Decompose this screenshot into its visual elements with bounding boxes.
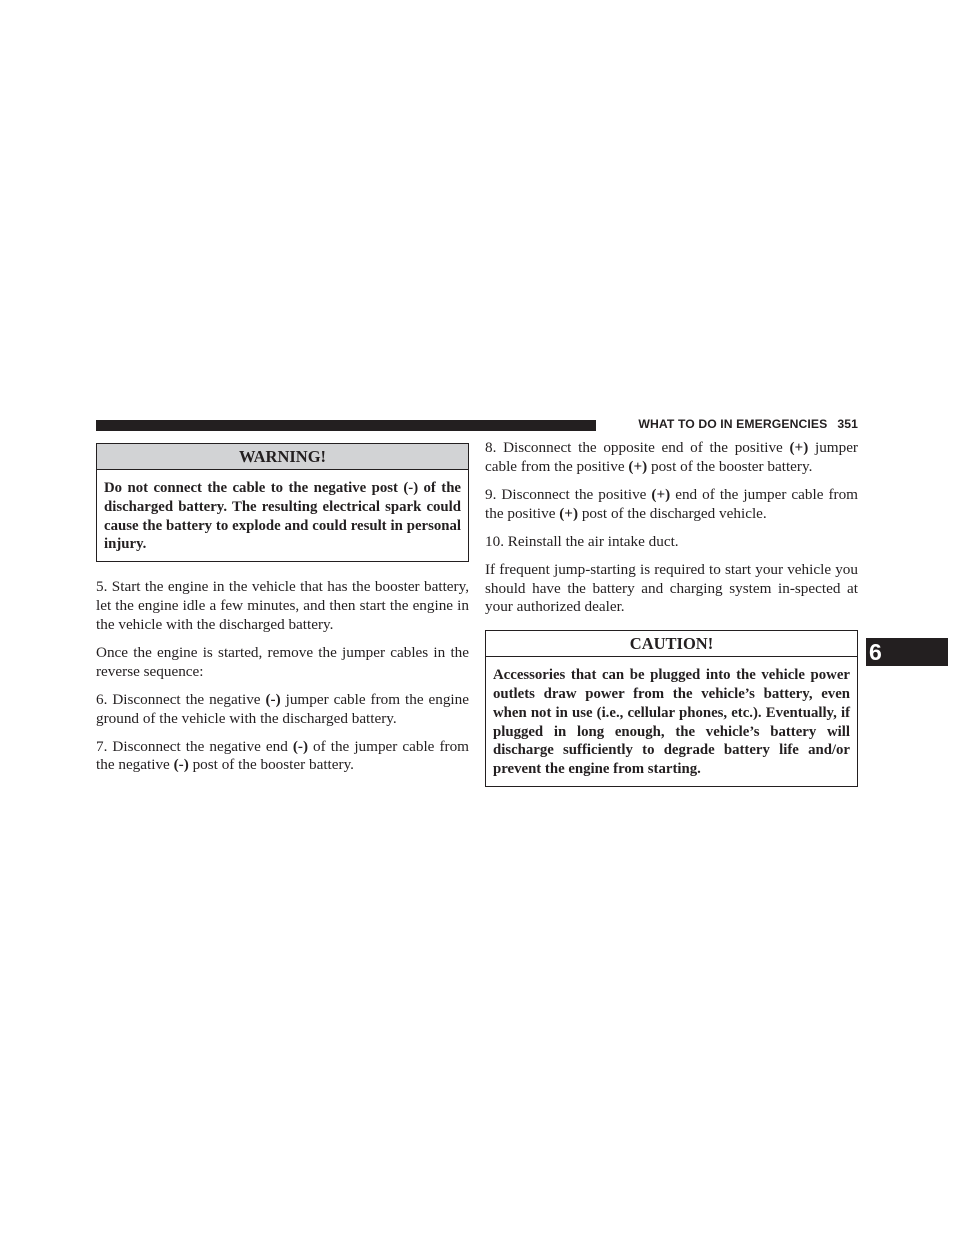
negative-symbol: (-) bbox=[265, 690, 281, 708]
step-8-text: jumper cable from the positive bbox=[485, 439, 858, 475]
step-7-text: of the jumper cable from the negative bbox=[96, 737, 469, 774]
step-8-text: post of the booster battery. bbox=[647, 457, 813, 475]
step-8 bbox=[485, 439, 858, 477]
step-6-text: jumper cable from the engine ground of the vehicle with the discharged battery. bbox=[96, 690, 469, 727]
step-7 bbox=[96, 738, 469, 776]
warning-body: Do not connect the cable to the negative post (-) of the discharged battery. The resulting electrical spark could cause the battery to explode and could result in personal injury. bbox=[104, 480, 461, 553]
step-6-text: 6. Disconnect the negative bbox=[96, 690, 266, 708]
step-10: 10. Reinstall the air intake duct. bbox=[485, 532, 679, 550]
negative-symbol: (-) bbox=[292, 737, 309, 755]
step-6 bbox=[96, 691, 469, 729]
step-8-text: 8. Disconnect the opposite end of the positive bbox=[485, 439, 790, 456]
negative-symbol: (-) bbox=[173, 756, 189, 774]
right-column bbox=[485, 439, 858, 803]
chapter-tab bbox=[866, 638, 948, 666]
step-9-text: post of the discharged vehicle. bbox=[578, 504, 767, 522]
step-7-text: post of the booster battery. bbox=[188, 756, 354, 774]
section-title: WHAT TO DO IN EMERGENCIES bbox=[638, 417, 828, 431]
positive-symbol: (+) bbox=[651, 485, 671, 503]
running-header bbox=[638, 417, 858, 431]
warning-title: WARNING! bbox=[97, 444, 468, 470]
header-rule bbox=[96, 420, 596, 431]
caution-body: Accessories that can be plugged into the vehicle power outlets draw power from the vehicle’s battery, even when not in use (i.e., cellular phones, etc.). Eventually, if plugged in long enough, the vehicle’s battery will discharge sufficiently to degrade battery life and/or prevent the engine from starting. bbox=[493, 667, 850, 778]
positive-symbol: (+) bbox=[628, 457, 648, 475]
chapter-number: 6 bbox=[869, 639, 882, 665]
left-column bbox=[96, 443, 469, 785]
caution-title: CAUTION! bbox=[486, 631, 857, 657]
reverse-sequence-intro: Once the engine is started, remove the jumper cables in the reverse sequence: bbox=[96, 643, 469, 680]
step-9 bbox=[485, 486, 858, 524]
step-5: 5. Start the engine in the vehicle that has the booster battery, let the engine idle a few minutes, and then start the engine in the vehicle with the discharged battery. bbox=[96, 578, 469, 633]
step-9-text: end of the jumper cable from the positive bbox=[485, 485, 858, 522]
warning-box bbox=[96, 443, 469, 562]
page-number: 351 bbox=[837, 417, 858, 431]
positive-symbol: (+) bbox=[559, 504, 579, 522]
positive-symbol: (+) bbox=[789, 439, 809, 456]
step-9-text: 9. Disconnect the positive bbox=[485, 485, 652, 503]
step-7-text: 7. Disconnect the negative end bbox=[96, 737, 293, 755]
dealer-advice: If frequent jump-starting is required to start your vehicle you should have the battery and charging system in-spected at your authorized dealer. bbox=[485, 560, 858, 616]
caution-box bbox=[485, 630, 858, 787]
